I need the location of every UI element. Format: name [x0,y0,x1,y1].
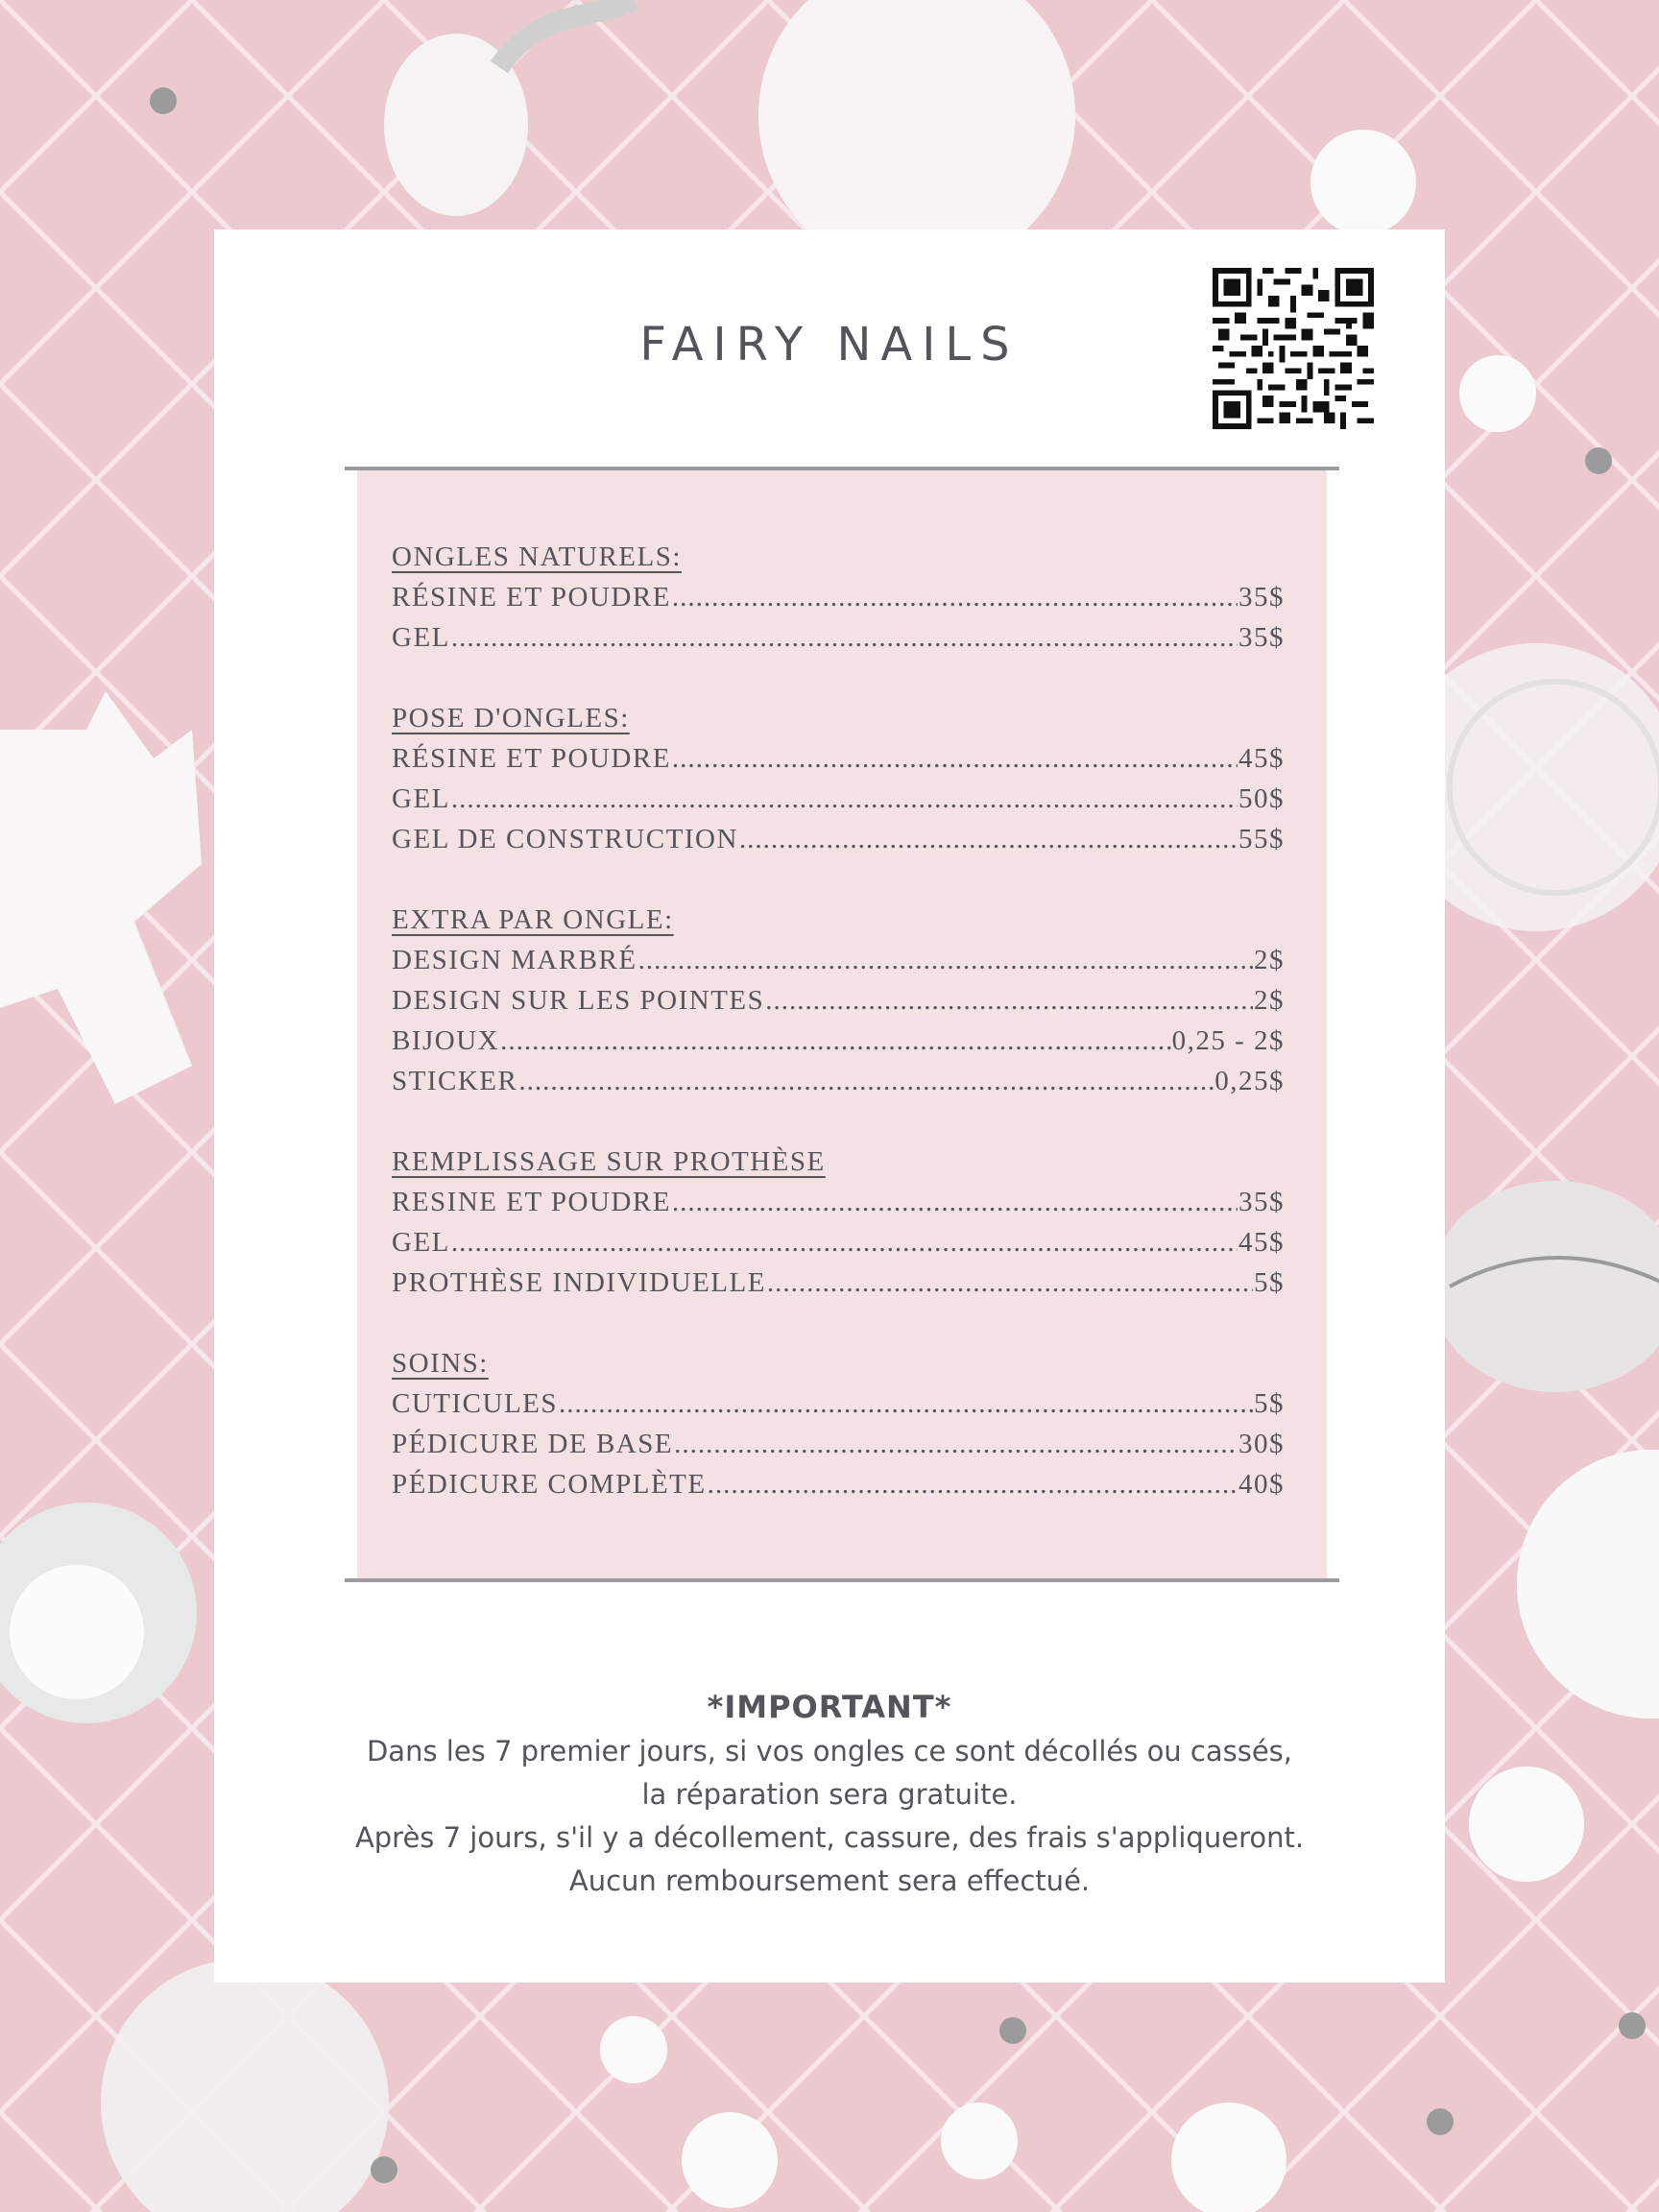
service-price: 55$ [1238,824,1285,854]
snowflake-icon [1459,355,1536,432]
service-name: RÉSINE ET POUDRE [392,582,671,613]
menu-section [392,900,1285,1101]
service-name: GEL [392,622,450,653]
service-name: DESIGN SUR LES POINTES [392,985,765,1016]
service-name: BIJOUX [392,1025,500,1056]
service-price: 35$ [1238,582,1285,613]
price-row [392,940,1285,980]
service-price: 2$ [1254,985,1285,1016]
service-price: 30$ [1238,1429,1285,1459]
dot-leader [638,940,1253,980]
price-row [392,617,1285,658]
dot-leader [765,980,1253,1021]
dot-leader [672,577,1238,617]
section-title: REMPLISSAGE SUR PROTHÈSE [392,1146,826,1177]
service-price: 0,25$ [1214,1066,1285,1096]
service-price: 45$ [1238,1227,1285,1258]
service-price: 35$ [1238,1187,1285,1217]
section-title: EXTRA PAR ONGLE: [392,904,674,935]
page-title: FAIRY NAILS [639,318,1020,372]
price-row [392,738,1285,779]
dot-leader [451,617,1238,658]
price-list [392,537,1285,1545]
service-name: RÉSINE ET POUDRE [392,743,671,774]
snowflake-icon [682,2112,778,2208]
snowflake-icon [1469,1767,1584,1882]
notice-line: Aucun remboursement sera effectué. [568,1864,1091,1897]
dot-leader [672,1182,1238,1222]
service-price: 5$ [1254,1388,1285,1419]
service-name: PÉDICURE COMPLÈTE [392,1469,707,1500]
menu-section [392,537,1285,658]
price-row [392,577,1285,617]
section-title: POSE D'ONGLES: [392,703,630,733]
price-row [392,1182,1285,1222]
menu-section [392,1142,1285,1303]
snowflake-icon [941,2103,1018,2179]
dot-leader [559,1383,1253,1424]
price-row [392,1021,1285,1061]
notice-line: Après 7 jours, s'il y a décollement, cassure, des frais s'appliqueront. [354,1821,1305,1854]
service-name: STICKER [392,1066,518,1096]
service-price: 0,25 - 2$ [1171,1025,1285,1056]
price-row [392,980,1285,1021]
service-name: GEL [392,1227,450,1258]
service-price: 40$ [1238,1469,1285,1500]
bottom-divider [345,1578,1339,1582]
notice-line: la réparation sera gratuite. [641,1778,1018,1811]
qr-code-icon[interactable] [1213,268,1374,429]
dot-leader [767,1262,1253,1303]
service-price: 50$ [1238,783,1285,814]
dot-leader [674,1424,1238,1464]
notice-title: *IMPORTANT* [707,1689,952,1725]
price-row [392,819,1285,859]
service-name: RESINE ET POUDRE [392,1187,671,1217]
dot-leader [518,1061,1214,1101]
price-row [392,1262,1285,1303]
dot-leader [739,819,1238,859]
service-name: GEL DE CONSTRUCTION [392,824,738,854]
price-row [392,1222,1285,1262]
service-name: PÉDICURE DE BASE [392,1429,674,1459]
menu-section [392,1343,1285,1504]
section-title: ONGLES NATURELS: [392,541,682,572]
dot-leader [708,1464,1238,1504]
price-row [392,779,1285,819]
service-name: PROTHÈSE INDIVIDUELLE [392,1267,766,1298]
dot-leader [500,1021,1170,1061]
price-row [392,1464,1285,1504]
important-notice [214,1684,1445,1903]
service-name: CUTICULES [392,1388,558,1419]
snowflake-icon [600,2016,667,2083]
service-price: 2$ [1254,945,1285,975]
menu-section [392,698,1285,859]
dot-leader [451,1222,1238,1262]
price-row [392,1061,1285,1101]
menu-card [214,229,1445,1983]
service-price: 35$ [1238,622,1285,653]
dot-leader [451,779,1238,819]
price-row [392,1424,1285,1464]
snowflake-icon [1310,130,1416,235]
notice-line: Dans les 7 premier jours, si vos ongles ce sont décollés ou cassés, [366,1735,1293,1767]
service-price: 45$ [1238,743,1285,774]
service-name: DESIGN MARBRÉ [392,945,637,975]
price-row [392,1383,1285,1424]
service-price: 5$ [1254,1267,1285,1298]
section-title: SOINS: [392,1348,489,1379]
dot-leader [672,738,1238,779]
service-name: GEL [392,783,450,814]
